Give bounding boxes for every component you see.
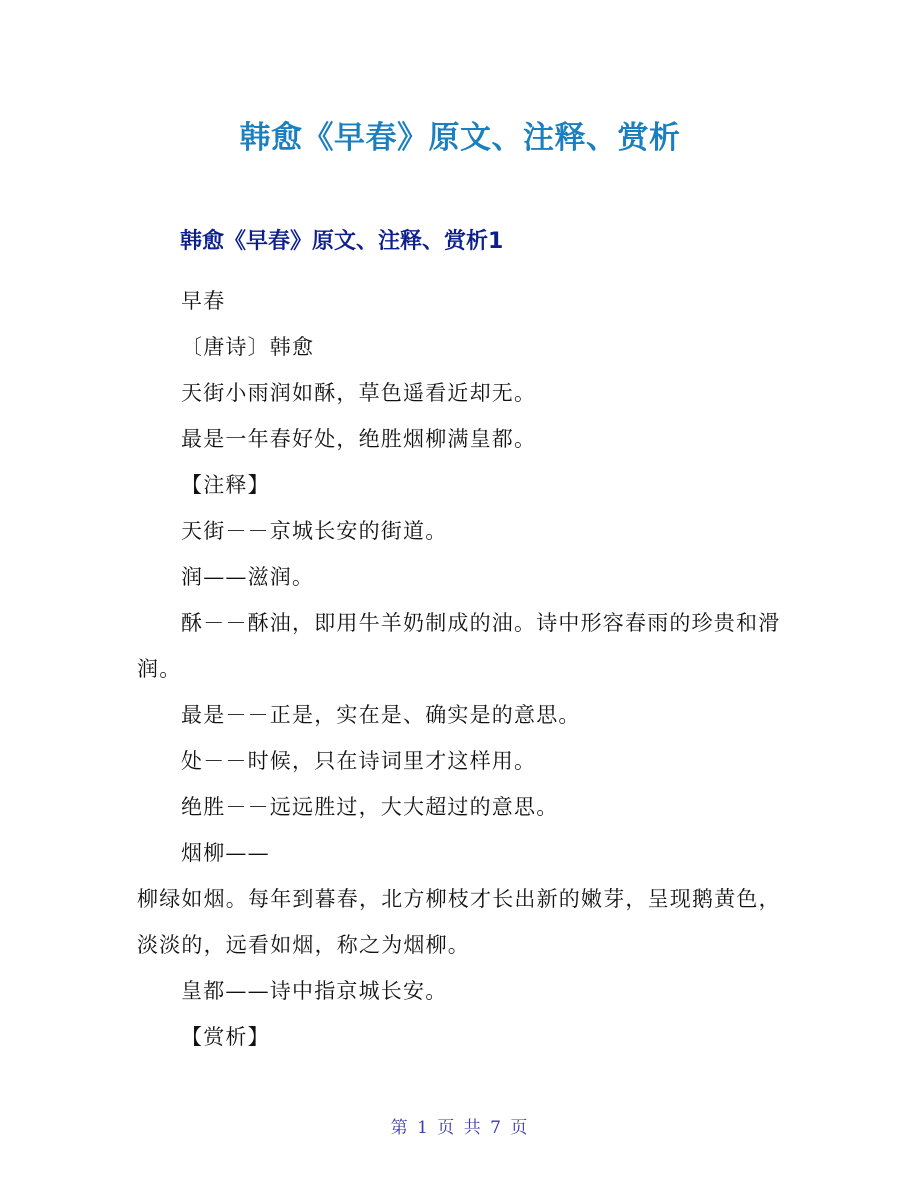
poem-author: 〔唐诗〕韩愈: [181, 335, 315, 359]
note-item: 天街－－京城长安的街道。: [181, 519, 448, 543]
document-title: 韩愈《早春》原文、注释、赏析: [239, 120, 681, 156]
note-item: 烟柳——: [181, 841, 270, 865]
notes-heading: 【注释】: [181, 473, 270, 497]
note-item: 皇都——诗中指京城长安。: [181, 979, 448, 1003]
note-item-continued: 柳绿如烟。每年到暮春，北方柳枝才长出新的嫩芽，呈现鹅黄色，淡淡的，远看如烟，称之为烟柳。: [137, 887, 781, 957]
note-item: 绝胜－－远远胜过，大大超过的意思。: [181, 795, 559, 819]
poem-title: 早春: [181, 289, 226, 313]
poem-line-2: 最是一年春好处，绝胜烟柳满皇都。: [181, 427, 537, 451]
note-item: 润——滋润。: [181, 565, 315, 589]
note-item: 处－－时候，只在诗词里才这样用。: [181, 749, 537, 773]
note-item: 最是－－正是，实在是、确实是的意思。: [181, 703, 581, 727]
page-number-footer: 第 1 页 共 7 页: [390, 1118, 530, 1138]
note-item: 酥－－酥油，即用牛羊奶制成的油。诗中形容春雨的珍贵和滑润。: [137, 611, 781, 681]
section-heading: 韩愈《早春》原文、注释、赏析1: [180, 229, 504, 254]
poem-line-1: 天街小雨润如酥，草色遥看近却无。: [181, 381, 537, 405]
document-body: [137, 278, 787, 1060]
appreciation-heading: 【赏析】: [181, 1025, 270, 1049]
